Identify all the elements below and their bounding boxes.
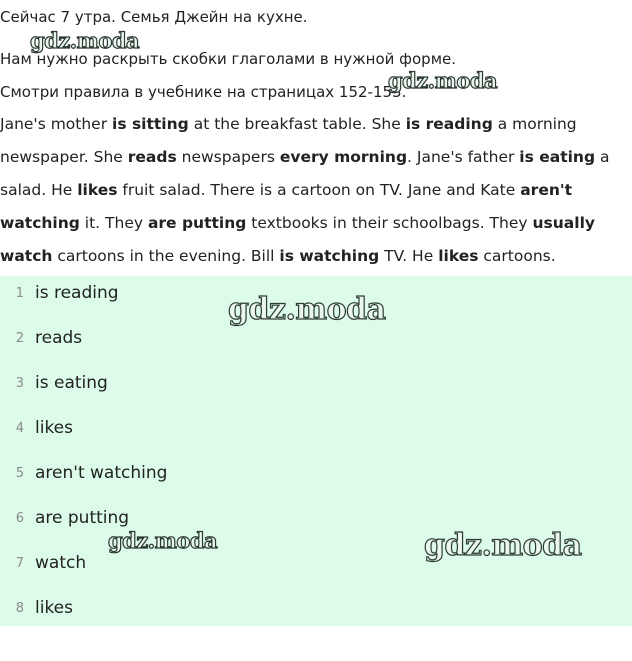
answer-row <box>0 596 632 620</box>
intro-line-1: Сейчас 7 утра. Семья Джейн на кухне. <box>0 8 308 26</box>
line-number: 1 <box>15 285 24 301</box>
verb-form: is watching <box>279 247 380 265</box>
verb-form: reads <box>127 148 177 166</box>
answer-text: likes <box>35 418 74 438</box>
verb-form: is sitting <box>112 115 189 133</box>
answer-text: aren't watching <box>35 463 168 483</box>
text-segment: it. They <box>79 214 148 232</box>
text-segment: fruit salad. There is a cartoon on TV. Jane and Kate <box>117 181 521 199</box>
answer-text: likes <box>35 598 74 618</box>
answers-block <box>0 276 632 626</box>
watermark: gdz.moda <box>108 528 218 553</box>
intro-line-3: Смотри правила в учебнике на страницах 152-153. <box>0 83 407 101</box>
line-number: 8 <box>15 600 24 616</box>
answer-text: reads <box>35 328 83 348</box>
verb-form: aren't watching <box>0 181 573 232</box>
answer-text: is eating <box>35 373 108 393</box>
answer-row <box>0 371 632 395</box>
text-segment: cartoons. <box>478 247 556 265</box>
watermark: gdz.moda <box>30 28 140 53</box>
verb-form: usually watch <box>0 214 595 265</box>
line-number: 2 <box>15 330 24 346</box>
verb-form: is reading <box>405 115 493 133</box>
line-number: 4 <box>15 420 24 436</box>
verb-form: likes <box>77 181 118 199</box>
text-segment: Jane's mother <box>0 115 113 133</box>
text-segment: newspapers <box>176 148 280 166</box>
verb-form: is eating <box>519 148 596 166</box>
watermark: gdz.moda <box>388 68 498 93</box>
text-segment: TV. He <box>379 247 439 265</box>
answer-text: watch <box>35 553 87 573</box>
text-segment: cartoons in the evening. Bill <box>52 247 280 265</box>
verb-form: every morning <box>279 148 408 166</box>
answer-text: is reading <box>35 283 119 303</box>
answer-row <box>0 326 632 350</box>
text-segment: . Jane's father <box>407 148 520 166</box>
watermark: gdz.moda <box>228 292 386 327</box>
answer-row <box>0 416 632 440</box>
verb-form: are putting <box>147 214 247 232</box>
text-segment: a salad. He <box>0 148 610 199</box>
answer-text: are putting <box>35 508 130 528</box>
exercise-paragraph <box>0 108 632 273</box>
text-segment: a morning newspaper. She <box>0 115 577 166</box>
line-number: 5 <box>15 465 24 481</box>
line-number: 3 <box>15 375 24 391</box>
answer-row <box>0 506 632 530</box>
text-segment: textbooks in their schoolbags. They <box>246 214 533 232</box>
text-segment: at the breakfast table. She <box>188 115 406 133</box>
verb-form: likes <box>438 247 479 265</box>
intro-line-2: Нам нужно раскрыть скобки глаголами в нужной форме. <box>0 50 457 68</box>
line-number: 6 <box>15 510 24 526</box>
answer-row <box>0 461 632 485</box>
line-number: 7 <box>15 555 24 571</box>
watermark: gdz.moda <box>424 528 582 563</box>
